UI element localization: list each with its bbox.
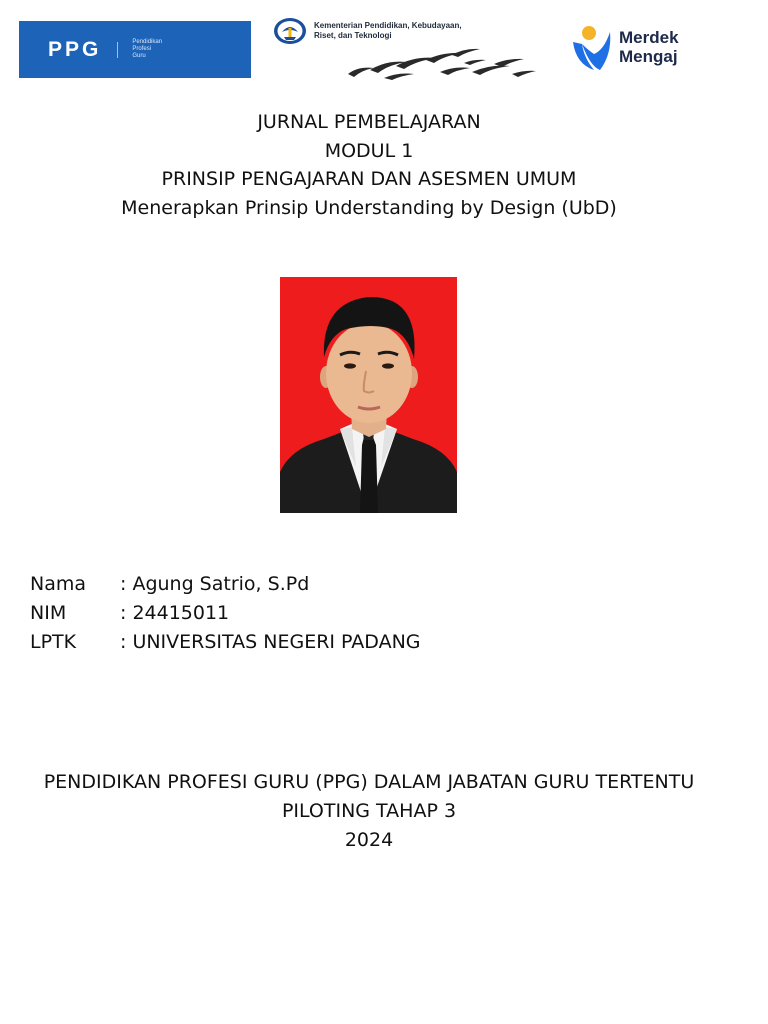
ppg-subtitle-line: Guru: [132, 53, 146, 59]
tut-wuri-handayani-seal-icon: [272, 16, 308, 46]
identity-row-nim: [30, 599, 421, 628]
identity-row-lptk: [30, 628, 421, 657]
kemdikbud-name: [314, 21, 462, 41]
ppg-logo-divider: [117, 42, 118, 58]
flying-birds-graphic: [344, 44, 540, 82]
ppg-logo: [19, 21, 251, 78]
program-footer: [0, 768, 738, 855]
program-name: PENDIDIKAN PROFESI GURU (PPG) DALAM JABATAN GURU TERTENTU: [43, 771, 695, 793]
ppg-subtitle-line: Profesi: [132, 46, 152, 52]
title-journal: JURNAL PEMBELAJARAN: [257, 111, 481, 133]
student-portrait-photo: [280, 277, 457, 513]
identity-label: LPTK: [30, 631, 77, 653]
portrait-illustration: [280, 277, 457, 513]
identity-label: Nama: [30, 573, 87, 595]
identity-value: : Agung Satrio, S.Pd: [120, 573, 310, 595]
merdeka-mengajar-wordmark: [619, 28, 679, 66]
merdeka-wordmark-line: Merdek: [619, 28, 679, 47]
merdeka-mengajar-mark-icon: [570, 24, 614, 72]
kemdikbud-name-line: Kementerian Pendidikan, Kebudayaan,: [314, 21, 462, 30]
kemdikbud-logo: [272, 16, 542, 82]
ppg-wordmark: PPG: [48, 37, 102, 61]
title-subject: PRINSIP PENGAJARAN DAN ASESMEN UMUM: [161, 168, 577, 190]
identity-row-nama: [30, 570, 421, 599]
ppg-logo-subtitle: [132, 39, 162, 60]
document-title: [0, 108, 738, 222]
program-year: 2024: [344, 829, 394, 851]
student-identity: [30, 570, 421, 657]
program-phase: PILOTING TAHAP 3: [281, 800, 457, 822]
identity-value: : UNIVERSITAS NEGERI PADANG: [120, 631, 421, 653]
title-topic: Menerapkan Prinsip Understanding by Design (UbD): [121, 196, 617, 219]
identity-value: : 24415011: [120, 602, 230, 624]
title-module: MODUL 1: [324, 139, 414, 162]
kemdikbud-name-line: Riset, dan Teknologi: [314, 31, 392, 40]
merdeka-mengajar-logo: [570, 22, 694, 74]
ppg-subtitle-line: Pendidikan: [132, 39, 163, 45]
identity-label: NIM: [30, 602, 67, 624]
merdeka-wordmark-line: Mengaj: [619, 47, 678, 66]
